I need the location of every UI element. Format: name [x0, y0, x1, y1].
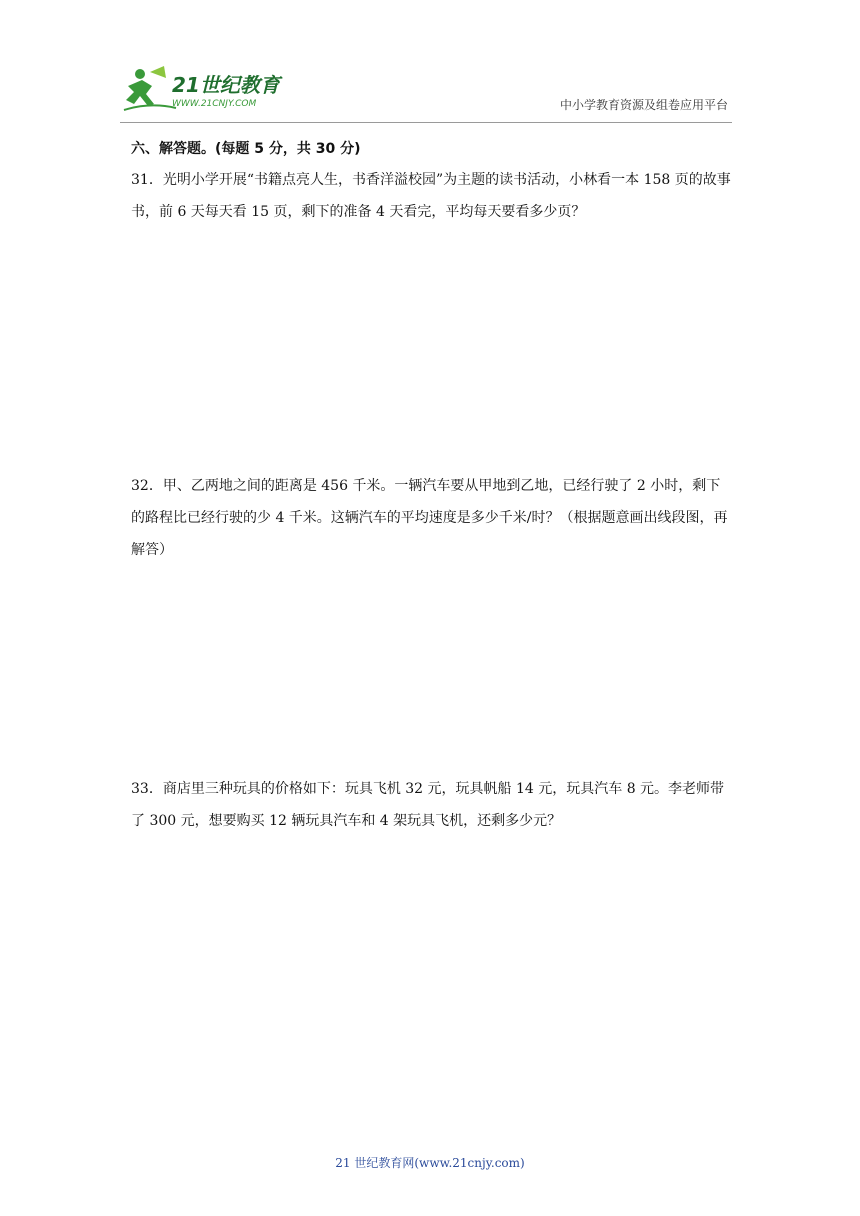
section-title: 六、解答题。(每题 5 分，共 30 分) [131, 141, 361, 157]
runner-icon [124, 66, 176, 110]
page-footer: 21 世纪教育网(www.21cnjy.com) [335, 1156, 525, 1170]
page-header [120, 64, 732, 120]
header-platform-text: 中小学教育资源及组卷应用平台 [559, 98, 728, 112]
question-33: 33．商店里三种玩具的价格如下：玩具飞机 32 元，玩具帆船 14 元，玩具汽车 8 元。李老师带了 300 元，想要购买 12 辆玩具汽车和 4 架玩具飞机，还剩多少元？ [131, 781, 725, 829]
logo [120, 64, 300, 116]
header-divider [120, 122, 732, 123]
logo-text: 21世纪教育 [172, 73, 280, 97]
question-31: 31．光明小学开展“书籍点亮人生，书香洋溢校园”为主题的读书活动，小林看一本 158 页的故事书，前 6 天每天看 15 页，剩下的准备 4 天看完，平均每天要看多少页？ [131, 172, 731, 220]
logo-url: WWW.21CNJY.COM [172, 99, 257, 109]
question-32: 32．甲、乙两地之间的距离是 456 千米。一辆汽车要从甲地到乙地，已经行驶了 2 小时，剩下的路程比已经行驶的少 4 千米。这辆汽车的平均速度是多少千米/时？（根据题意画出线段图，再解答） [131, 478, 728, 558]
